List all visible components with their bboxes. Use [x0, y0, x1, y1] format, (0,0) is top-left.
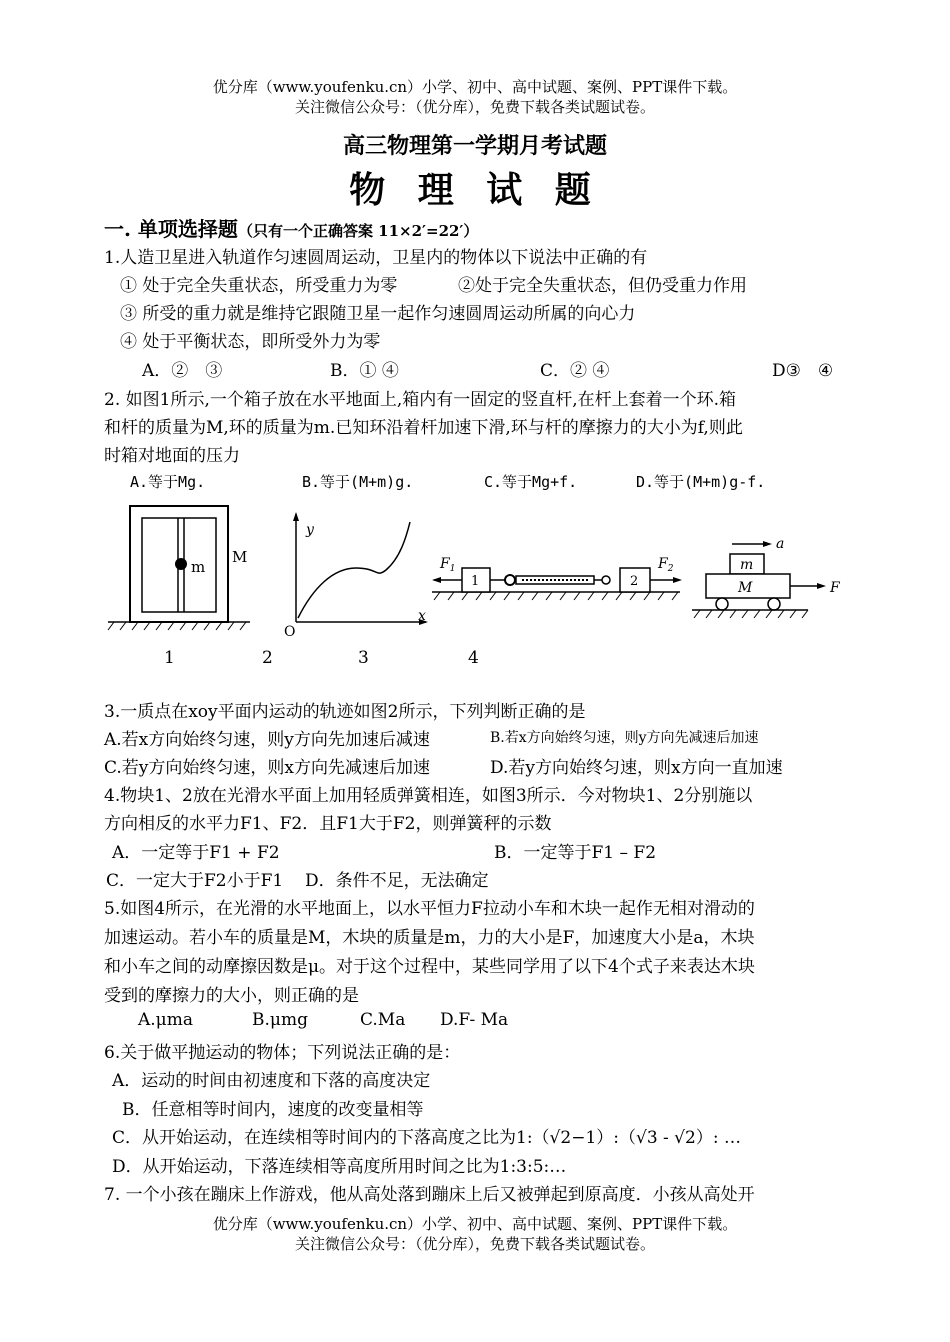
- header-line-1: 优分库（www.youfenku.cn）小学、初中、高中试题、案例、PPT课件下载。: [212, 78, 738, 96]
- q1-statement-2: ②处于完全失重状态，但仍受重力作用: [458, 276, 747, 296]
- figure-label-1: 1: [164, 648, 175, 668]
- figure-3-spring: [430, 548, 686, 608]
- q2-option-c: C.等于Mg+f.: [484, 473, 578, 491]
- q4-line-2: 方向相反的水平力F1、F2．且F1大于F2，则弹簧秤的示数: [104, 814, 552, 834]
- q3-option-c: C.若y方向始终匀速，则x方向先减速后加速: [104, 758, 430, 778]
- q6-option-a: A．运动的时间由初速度和下落的高度决定: [112, 1071, 431, 1091]
- q5-line-4: 受到的摩擦力的大小，则正确的是: [104, 986, 359, 1006]
- q6-option-b: B．任意相等时间内，速度的改变量相等: [122, 1100, 424, 1120]
- svg-text:F1: [439, 556, 455, 574]
- q1-stem: 1.人造卫星进入轨道作匀速圆周运动，卫星内的物体以下说法中正确的有: [104, 248, 648, 268]
- q4-option-d: D．条件不足，无法确定: [305, 871, 489, 891]
- q5-option-d: D.F- Ma: [440, 1010, 509, 1030]
- figure-3-f1-sub: 1: [449, 564, 456, 574]
- q2-option-a: A.等于Mg.: [130, 473, 206, 491]
- figure-2-origin-label: O: [284, 624, 296, 640]
- figure-1-box: [100, 500, 260, 640]
- exam-title: 高三物理第一学期月考试题: [342, 133, 607, 159]
- footer-line-1: 优分库（www.youfenku.cn）小学、初中、高中试题、案例、PPT课件下载。: [212, 1215, 738, 1233]
- figure-4-a-label: a: [776, 536, 785, 552]
- q3-stem: 3.一质点在xoy平面内运动的轨迹如图2所示，下列判断正确的是: [104, 702, 586, 722]
- figure-label-4: 4: [468, 648, 479, 668]
- q1-statement-4: ④ 处于平衡状态，即所受外力为零: [120, 332, 381, 352]
- q4-option-b: B．一定等于F1 – F2: [494, 843, 657, 863]
- footer-line-2: 关注微信公众号：（优分库），免费下载各类试题试卷。: [294, 1235, 655, 1253]
- section-title: 一. 单项选择题: [104, 217, 238, 241]
- q6-stem: 6.关于做平抛运动的物体；下列说法正确的是：: [104, 1043, 461, 1063]
- figure-4-m-label: m: [740, 557, 754, 573]
- figure-4-F-label: F: [830, 580, 840, 596]
- figure-3-block-2: 2: [630, 574, 639, 589]
- q1-option-c: C．② ④: [540, 361, 610, 381]
- q7-stem: 7. 一个小孩在蹦床上作游戏，他从高处落到蹦床上后又被弹起到原高度．小孩从高处开: [104, 1185, 755, 1205]
- figure-label-3: 3: [358, 648, 369, 668]
- figure-1-ring-label: m: [191, 558, 206, 576]
- figure-2-y-label: y: [306, 522, 314, 538]
- section-heading: [104, 213, 478, 242]
- q4-option-c: C．一定大于F2小于F1: [106, 871, 284, 891]
- q3-option-a: A.若x方向始终匀速，则y方向先加速后减速: [104, 730, 430, 750]
- figure-3-f2-label: F: [658, 556, 668, 572]
- q4-option-a: A．一定等于F1 + F2: [112, 843, 280, 863]
- q1-statement-1: ① 处于完全失重状态，所受重力为零: [120, 276, 398, 296]
- figure-3-f1-label: F: [440, 556, 450, 572]
- figure-2-x-label: x: [418, 608, 426, 624]
- q1-statement-3: ③ 所受的重力就是维持它跟随卫星一起作匀速圆周运动所属的向心力: [120, 304, 636, 324]
- q3-option-b: B.若x方向始终匀速，则y方向先减速后加速: [490, 730, 759, 746]
- q3-option-d: D.若y方向始终匀速，则x方向一直加速: [490, 758, 783, 778]
- q6-option-d: D．从开始运动，下落连续相等高度所用时间之比为1:3:5:…: [112, 1157, 567, 1177]
- figure-4-M-label: M: [738, 580, 753, 596]
- q5-option-b: B.μmg: [252, 1010, 308, 1030]
- section-note: （只有一个正确答案 11×2′=22′）: [237, 222, 479, 240]
- q4-line-1: 4.物块1、2放在光滑水平面上加用轻质弹簧相连，如图3所示．今对物块1、2分别施以: [104, 786, 753, 806]
- q1-option-b: B．① ④: [330, 361, 399, 381]
- q5-option-c: C.Ma: [360, 1010, 406, 1030]
- figure-1-box-label: M: [232, 548, 248, 566]
- q2-option-d: D.等于(M+m)g-f.: [636, 473, 766, 491]
- figure-3-f2-sub: 2: [667, 564, 674, 574]
- q5-line-3: 和小车之间的动摩擦因数是μ。对于这个过程中，某些同学用了以下4个式子来表达木块: [104, 957, 755, 977]
- exam-subtitle: 物 理 试 题: [349, 169, 601, 211]
- q6-option-c: C．从开始运动，在连续相等时间内的下落高度之比为1:（√2−1）:（√3 - √2）: …: [112, 1128, 741, 1148]
- q2-option-b: B.等于(M+m)g.: [302, 473, 414, 491]
- q1-option-d: D③ ④: [772, 361, 834, 381]
- q5-line-2: 加速运动。若小车的质量是M，木块的质量是m，力的大小是F，加速度大小是a，木块: [104, 928, 755, 948]
- figure-2-trajectory: [278, 508, 438, 642]
- figure-4-cart: [688, 530, 848, 630]
- q2-line-2: 和杆的质量为M,环的质量为m.已知环沿着杆加速下滑,环与杆的摩擦力的大小为f,则此: [104, 418, 743, 438]
- header-line-2: 关注微信公众号：（优分库），免费下载各类试题试卷。: [294, 98, 655, 116]
- q2-line-1: 2. 如图1所示,一个箱子放在水平地面上,箱内有一固定的竖直杆,在杆上套着一个环.箱: [104, 390, 737, 410]
- q2-line-3: 时箱对地面的压力: [104, 446, 240, 466]
- q5-option-a: A.μma: [138, 1010, 193, 1030]
- svg-text:F2: [657, 556, 674, 574]
- figure-label-2: 2: [262, 648, 273, 668]
- q1-option-a: A．② ③: [142, 361, 223, 381]
- q5-line-1: 5.如图4所示，在光滑的水平地面上，以水平恒力F拉动小车和木块一起作无相对滑动的: [104, 899, 755, 919]
- figure-3-block-1: 1: [471, 574, 480, 589]
